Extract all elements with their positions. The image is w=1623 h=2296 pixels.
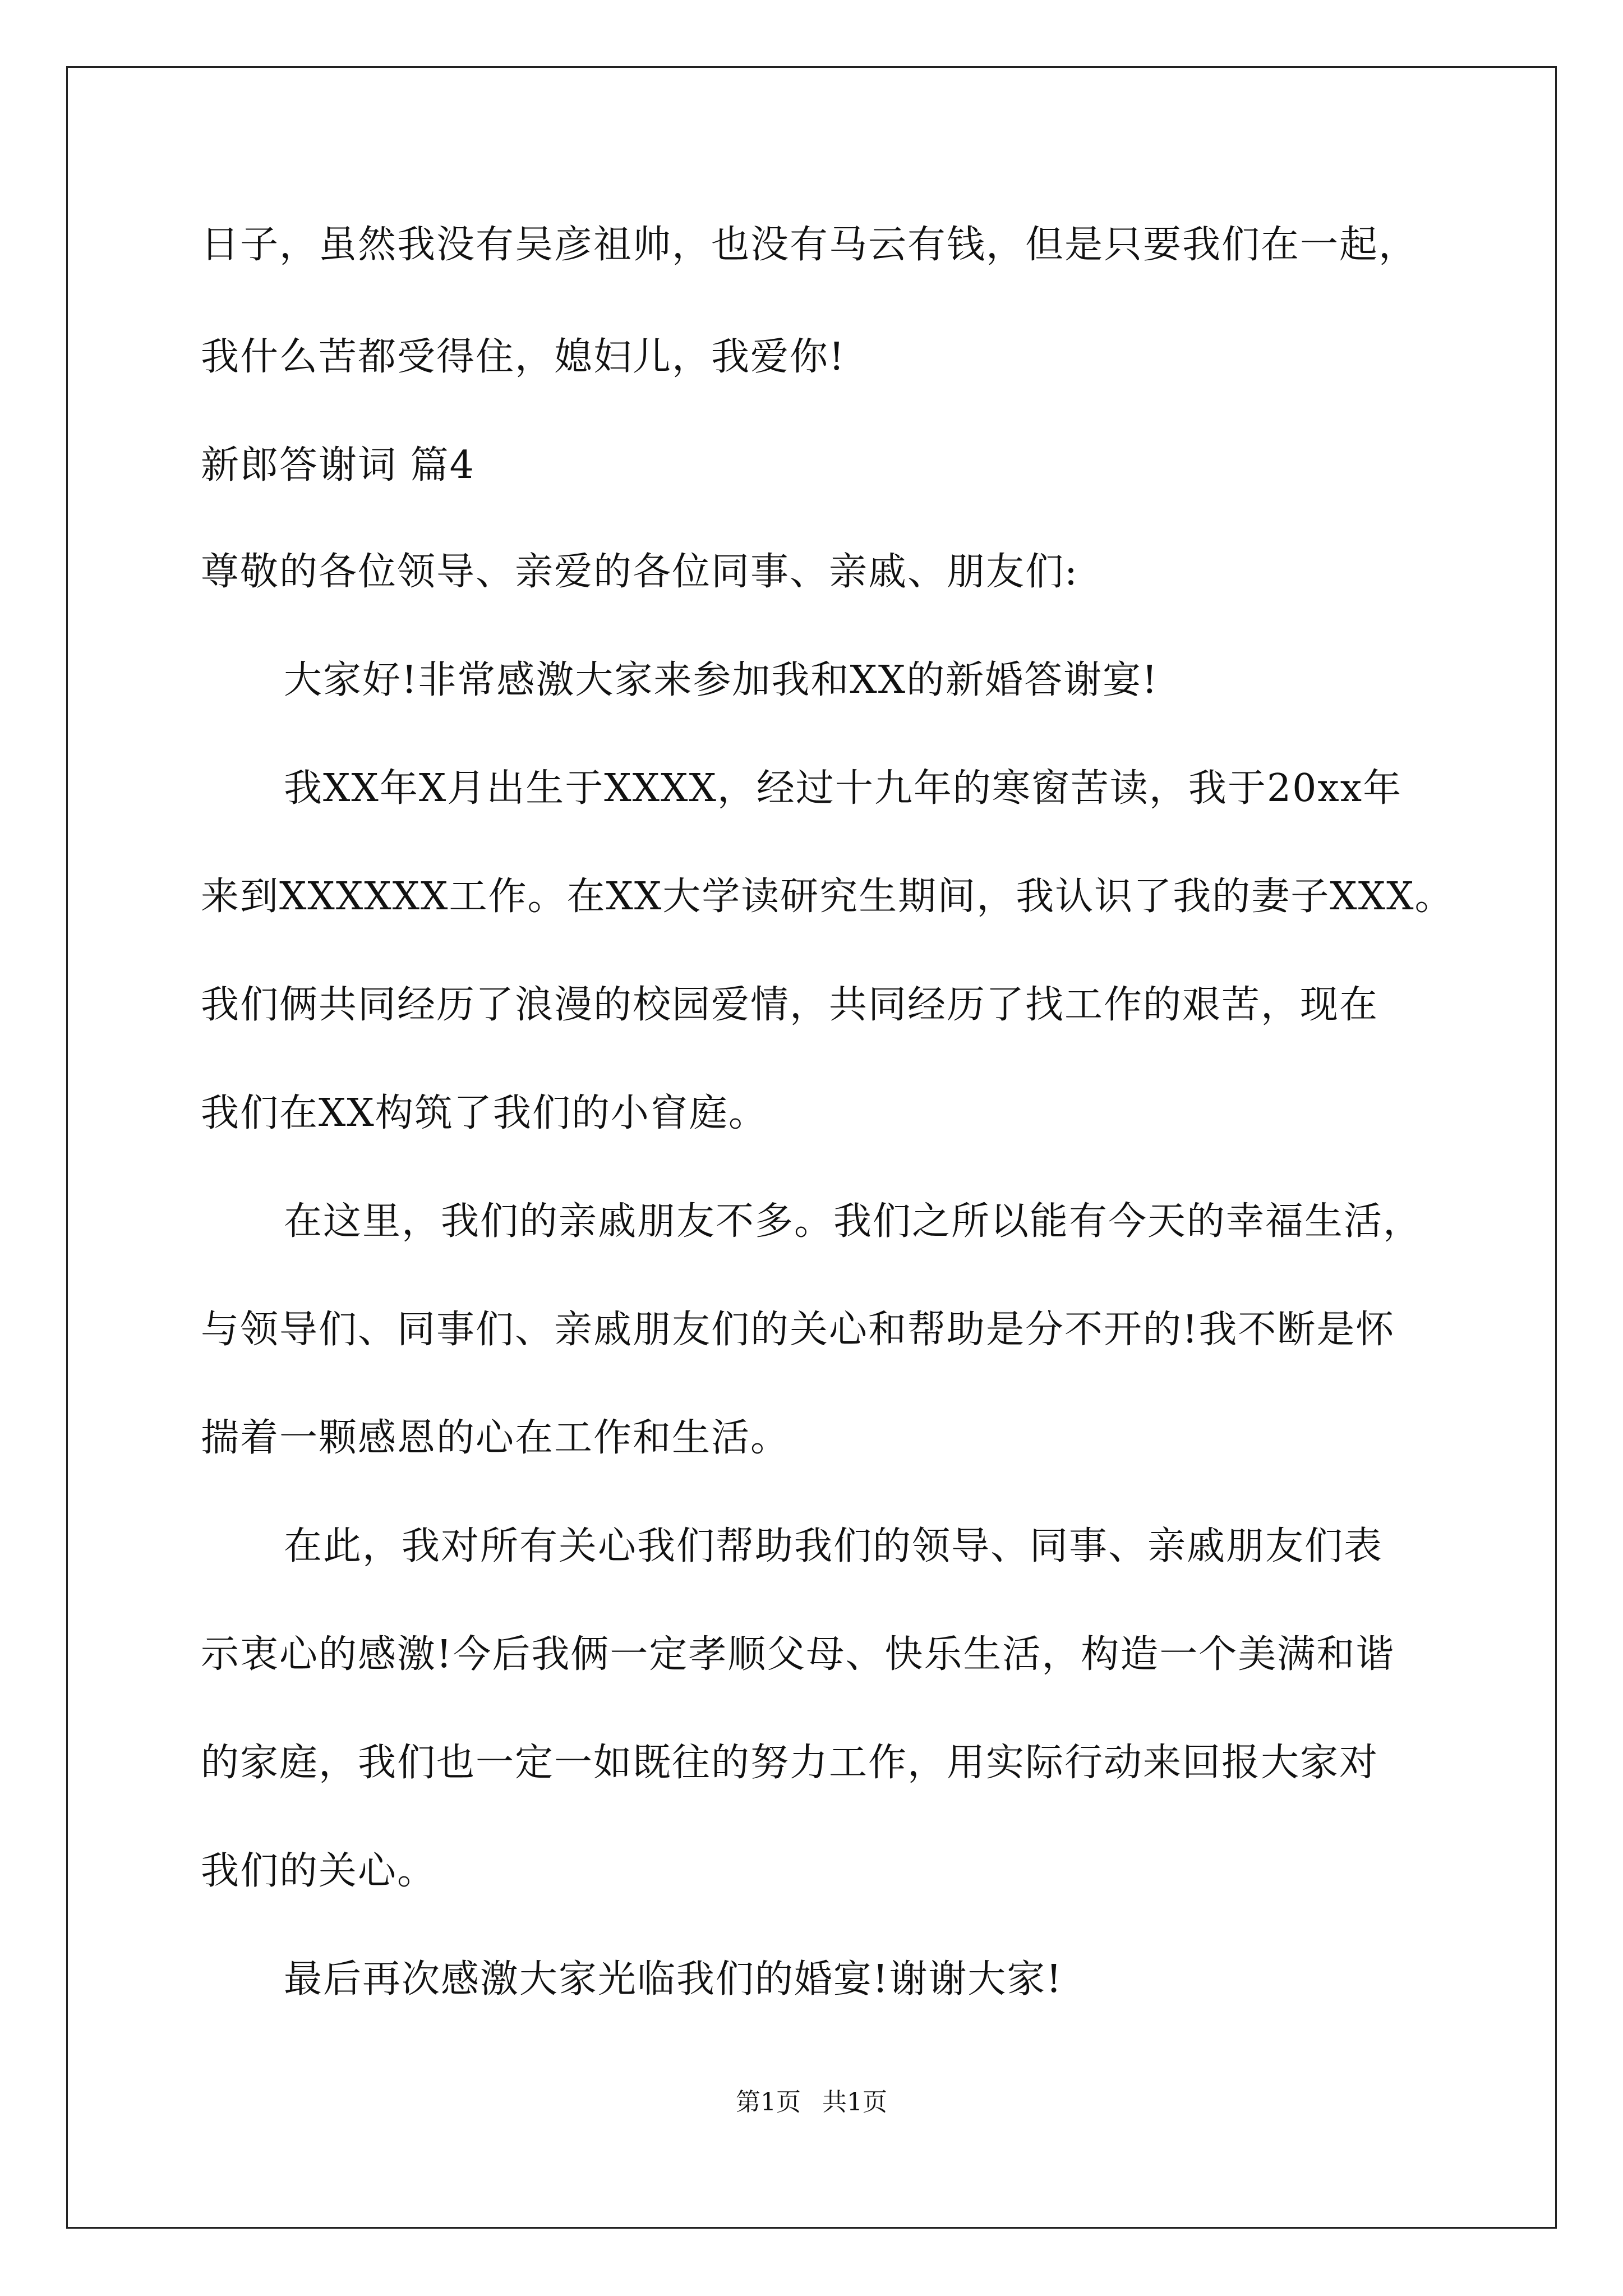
text-line: 我们俩共同经历了浪漫的校园爱情，共同经历了找工作的艰苦，现在 [201, 983, 1379, 1027]
text-line: 揣着一颗感恩的心在工作和生活。 [201, 1416, 790, 1460]
paragraph-line: 大家好!非常感激大家来参加我和XX的新婚答谢宴! [284, 658, 1159, 702]
page-total: 共1页 [822, 2088, 887, 2116]
salutation: 尊敬的各位领导、亲爱的各位同事、亲戚、朋友们: [201, 550, 1078, 594]
paragraph-line: 最后再次感激大家光临我们的婚宴!谢谢大家! [284, 1957, 1063, 2001]
text-line: 我什么苦都受得住，媳妇儿，我爱你! [201, 335, 846, 379]
paragraph-line: 我XX年X月出生于XXXX，经过十九年的寒窗苦读，我于20xx年 [284, 766, 1403, 811]
text-line: 日子，虽然我没有吴彦祖帅，也没有马云有钱，但是只要我们在一起， [201, 223, 1418, 267]
text-line: 来到XXXXXX工作。在XX大学读研究生期间，我认识了我的妻子XXX。 [201, 875, 1454, 919]
text-line: 与领导们、同事们、亲戚朋友们的关心和帮助是分不开的!我不断是怀 [201, 1308, 1395, 1352]
paragraph-line: 在此，我对所有关心我们帮助我们的领导、同事、亲戚朋友们表 [284, 1524, 1384, 1568]
paragraph-line: 在这里，我们的亲戚朋友不多。我们之所以能有今天的幸福生活， [284, 1199, 1423, 1244]
page-footer [0, 2087, 1623, 2118]
text-line: 我们的关心。 [201, 1849, 437, 1893]
page-number: 第1页 [736, 2088, 801, 2116]
text-line: 示衷心的感激!今后我俩一定孝顺父母、快乐生活，构造一个美满和谐 [201, 1632, 1395, 1677]
page-border [66, 66, 1557, 2229]
section-heading: 新郎答谢词 篇4 [201, 443, 475, 487]
text-line: 的家庭，我们也一定一如既往的努力工作，用实际行动来回报大家对 [201, 1741, 1379, 1785]
text-line: 我们在XX构筑了我们的小窅庭。 [201, 1091, 768, 1135]
